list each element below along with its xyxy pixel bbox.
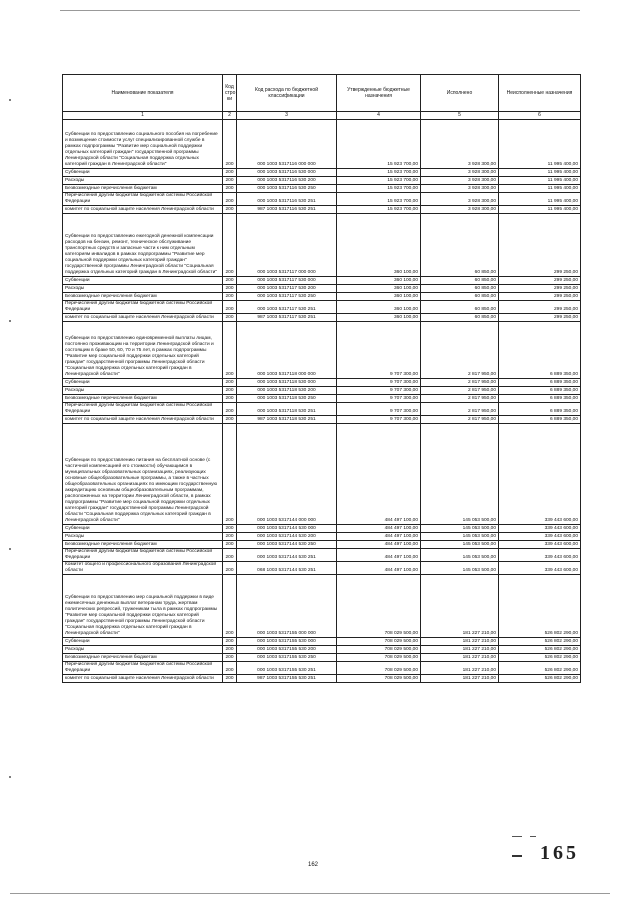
cell-line-code: 200 [223, 177, 237, 185]
cell-approved: 360 100,00 [337, 292, 421, 300]
cell-approved: 484 497 100,00 [337, 548, 421, 561]
cell-approved: 360 100,00 [337, 313, 421, 321]
cell-executed: 2 817 950,00 [421, 415, 499, 423]
cell-line-code: 200 [223, 674, 237, 682]
table-row [63, 169, 581, 177]
table-row [63, 292, 581, 300]
cell-name: Расходы [63, 532, 223, 540]
margin-mark [9, 99, 11, 101]
cell-unexecuted: 299 250,00 [499, 313, 581, 321]
cell-name: Субвенции по предоставлению мер социальной поддержки в виде ежемесячных денежных выплат ветеранам труда, жертвам политических репрессий, труженикам тыла в рамках подпрограммы "Развитие мер социальной поддержки отдельных категорий граждан" государственной программы Ленинградской области "Социальная поддержка отдельных категорий граждан в Ленинградской области" [63, 574, 223, 637]
table-row [63, 653, 581, 661]
cell-line-code: 200 [223, 386, 237, 394]
cell-executed: 2 817 950,00 [421, 386, 499, 394]
table-row [63, 561, 581, 574]
cell-executed: 181 227 210,00 [421, 661, 499, 674]
bottom-rule [10, 893, 610, 894]
header-line-code: Код стро ки [223, 75, 237, 112]
cell-unexecuted: 339 443 600,00 [499, 524, 581, 532]
cell-budget-code: 987 1003 5317117 530 251 [237, 313, 337, 321]
table-row [63, 574, 581, 637]
cell-budget-code: 987 1003 5317155 530 251 [237, 674, 337, 682]
header-name: Наименование показателя [63, 75, 223, 112]
cell-budget-code: 000 1003 5317116 000 000 [237, 120, 337, 169]
margin-mark [9, 548, 11, 550]
cell-budget-code: 000 1003 5317117 530 251 [237, 300, 337, 313]
table-row [63, 378, 581, 386]
cell-approved: 15 923 700,00 [337, 205, 421, 213]
cell-name: Субвенции [63, 637, 223, 645]
cell-approved: 15 923 700,00 [337, 120, 421, 169]
cell-approved: 484 497 100,00 [337, 540, 421, 548]
cell-executed: 60 850,00 [421, 213, 499, 276]
table-row [63, 177, 581, 185]
cell-approved: 15 923 700,00 [337, 193, 421, 206]
table-row [63, 193, 581, 206]
cell-approved: 9 707 300,00 [337, 321, 421, 378]
stamp-stroke [512, 855, 522, 857]
table-row [63, 205, 581, 213]
cell-approved: 360 100,00 [337, 276, 421, 284]
cell-executed: 145 053 500,00 [421, 561, 499, 574]
cell-name: Безвозмездные перечисления бюджетам [63, 540, 223, 548]
cell-line-code: 200 [223, 548, 237, 561]
cell-budget-code: 000 1003 5317116 530 250 [237, 185, 337, 193]
cell-approved: 360 100,00 [337, 284, 421, 292]
table-row [63, 674, 581, 682]
cell-line-code: 200 [223, 415, 237, 423]
cell-line-code: 200 [223, 313, 237, 321]
cell-unexecuted: 339 443 600,00 [499, 561, 581, 574]
cell-name: Перечисления другим бюджетам бюджетной системы Российской Федерации [63, 300, 223, 313]
cell-executed: 145 053 500,00 [421, 524, 499, 532]
header-unexecuted: Неисполненные назначения [499, 75, 581, 112]
table-row [63, 415, 581, 423]
cell-name: Расходы [63, 284, 223, 292]
cell-line-code: 200 [223, 169, 237, 177]
cell-budget-code: 000 1003 5317155 530 000 [237, 637, 337, 645]
cell-unexecuted: 11 995 400,00 [499, 205, 581, 213]
cell-budget-code: 000 1003 5317118 000 000 [237, 321, 337, 378]
cell-line-code: 200 [223, 321, 237, 378]
header-budget-code: Код расхода по бюджетной классификации [237, 75, 337, 112]
cell-unexecuted: 526 802 290,00 [499, 637, 581, 645]
cell-line-code: 200 [223, 637, 237, 645]
cell-executed: 2 817 950,00 [421, 394, 499, 402]
cell-approved: 9 707 300,00 [337, 378, 421, 386]
cell-approved: 708 029 500,00 [337, 637, 421, 645]
table-row [63, 321, 581, 378]
cell-name: Субвенции [63, 378, 223, 386]
cell-approved: 15 923 700,00 [337, 169, 421, 177]
cell-line-code: 200 [223, 653, 237, 661]
cell-budget-code: 000 1003 5317118 530 200 [237, 386, 337, 394]
cell-line-code: 200 [223, 645, 237, 653]
cell-name: Расходы [63, 645, 223, 653]
cell-executed: 3 928 300,00 [421, 177, 499, 185]
cell-line-code: 200 [223, 532, 237, 540]
cell-executed: 3 928 300,00 [421, 205, 499, 213]
cell-name: Субвенции по предоставлению социального пособия на погребение и возмещение стоимости услуг специализированной службе в рамках подпрограммы "Развитие мер социальной поддержки отдельных категорий граждан" государственной программы Ленинградской области "Социальная поддержка отдельных категорий граждан в Ленинградской области" [63, 120, 223, 169]
table-row [63, 120, 581, 169]
budget-execution-table [62, 74, 581, 683]
cell-budget-code: 000 1003 5317116 530 200 [237, 177, 337, 185]
table-row [63, 532, 581, 540]
cell-line-code: 200 [223, 540, 237, 548]
cell-unexecuted: 299 250,00 [499, 284, 581, 292]
cell-budget-code: 000 1003 5317144 000 000 [237, 423, 337, 524]
cell-unexecuted: 339 443 600,00 [499, 423, 581, 524]
cell-budget-code: 000 1003 5317144 530 000 [237, 524, 337, 532]
table-row [63, 276, 581, 284]
cell-executed: 181 227 210,00 [421, 574, 499, 637]
cell-name: Субвенции по предоставлению питания на бесплатной основе (с частичной компенсацией его стоимости) обучающимся в муниципальных образовательных организациях, реализующих основные общеобразовательные программы, а также в частных общеобразовательных организациях по имеющим государственную аккредитацию основным общеобразовательным программам, расположенных на территории Ленинградской области, в рамках подпрограммы "Развитие мер социальной поддержки отдельных категорий граждан" государственной программы Ленинградской области "Социальная поддержка отдельных категорий граждан в Ленинградской области" [63, 423, 223, 524]
cell-line-code: 200 [223, 402, 237, 415]
cell-budget-code: 000 1003 5317155 530 250 [237, 653, 337, 661]
table-row [63, 213, 581, 276]
cell-name: Перечисления другим бюджетам бюджетной системы Российской Федерации [63, 193, 223, 206]
cell-budget-code: 000 1003 5317118 530 251 [237, 402, 337, 415]
cell-name: Субвенции по предоставлению ежегодной денежной компенсации расходов на бензин, ремонт, техническое обслуживание транспортных средств и запасные части к ним отдельным категориям инвалидов в рамках подпрограммы "Развитие мер социальной поддержки отдельных категорий граждан" государственной программы Ленинградской области "Социальная поддержка отдельных категорий граждан в Ленинградской области" [63, 213, 223, 276]
column-number-row [63, 112, 581, 120]
table-row [63, 548, 581, 561]
cell-executed: 3 928 300,00 [421, 185, 499, 193]
cell-name: Безвозмездные перечисления бюджетам [63, 292, 223, 300]
cell-unexecuted: 299 250,00 [499, 292, 581, 300]
cell-name: Перечисления другим бюджетам бюджетной системы Российской Федерации [63, 402, 223, 415]
cell-executed: 181 227 210,00 [421, 637, 499, 645]
cell-executed: 181 227 210,00 [421, 653, 499, 661]
cell-line-code: 200 [223, 185, 237, 193]
cell-line-code: 200 [223, 193, 237, 206]
cell-line-code: 200 [223, 561, 237, 574]
page-number: 162 [308, 862, 319, 868]
cell-budget-code: 000 1003 5317116 530 000 [237, 169, 337, 177]
cell-line-code: 200 [223, 524, 237, 532]
cell-line-code: 200 [223, 661, 237, 674]
cell-approved: 708 029 500,00 [337, 645, 421, 653]
cell-unexecuted: 11 995 400,00 [499, 169, 581, 177]
cell-budget-code: 000 1003 5317155 530 200 [237, 645, 337, 653]
cell-unexecuted: 526 802 290,00 [499, 645, 581, 653]
top-rule [60, 10, 580, 11]
table-row [63, 645, 581, 653]
cell-unexecuted: 339 443 600,00 [499, 540, 581, 548]
cell-executed: 181 227 210,00 [421, 674, 499, 682]
cell-executed: 145 053 500,00 [421, 423, 499, 524]
cell-approved: 708 029 500,00 [337, 653, 421, 661]
cell-budget-code: 000 1003 5317117 530 200 [237, 284, 337, 292]
cell-budget-code: 000 1003 5317116 530 251 [237, 193, 337, 206]
cell-unexecuted: 6 889 350,00 [499, 415, 581, 423]
cell-name: Расходы [63, 177, 223, 185]
cell-budget-code: 000 1003 5317117 530 250 [237, 292, 337, 300]
table-header-row [63, 75, 581, 112]
table-row [63, 300, 581, 313]
cell-line-code: 200 [223, 292, 237, 300]
cell-executed: 60 850,00 [421, 292, 499, 300]
cell-budget-code: 000 1003 5317144 530 251 [237, 548, 337, 561]
cell-approved: 15 923 700,00 [337, 185, 421, 193]
cell-name: Субвенции [63, 276, 223, 284]
cell-executed: 3 928 300,00 [421, 169, 499, 177]
margin-mark [9, 320, 11, 322]
cell-approved: 484 497 100,00 [337, 524, 421, 532]
cell-budget-code: 000 1003 5317144 530 200 [237, 532, 337, 540]
cell-executed: 2 817 950,00 [421, 378, 499, 386]
cell-line-code: 200 [223, 213, 237, 276]
cell-name: Безвозмездные перечисления бюджетам [63, 185, 223, 193]
cell-name: комитет по социальной защите населения Ленинградской области [63, 415, 223, 423]
table-row [63, 661, 581, 674]
cell-line-code: 200 [223, 423, 237, 524]
cell-approved: 15 923 700,00 [337, 177, 421, 185]
cell-executed: 60 850,00 [421, 284, 499, 292]
cell-approved: 9 707 300,00 [337, 386, 421, 394]
cell-line-code: 200 [223, 574, 237, 637]
cell-name: Безвозмездные перечисления бюджетам [63, 653, 223, 661]
cell-unexecuted: 6 889 350,00 [499, 321, 581, 378]
cell-unexecuted: 339 443 600,00 [499, 532, 581, 540]
header-approved: Утвержденные бюджетные назначения [337, 75, 421, 112]
cell-budget-code: 000 1003 5317118 530 250 [237, 394, 337, 402]
cell-executed: 145 053 500,00 [421, 540, 499, 548]
cell-name: Субвенции по предоставлению единовременной выплаты лицам, постоянно проживающим на территории Ленинградской области и состоящим в браке 50, 60, 70 и 75 лет, в рамках подпрограммы "Развитие мер социальной поддержки отдельных категорий граждан" государственной программы Ленинградской области "Социальная поддержка отдельных категорий граждан в Ленинградской области" [63, 321, 223, 378]
cell-unexecuted: 6 889 350,00 [499, 378, 581, 386]
cell-approved: 708 029 500,00 [337, 574, 421, 637]
cell-unexecuted: 6 889 350,00 [499, 402, 581, 415]
cell-unexecuted: 526 802 290,00 [499, 661, 581, 674]
column-number: 3 [237, 112, 337, 120]
cell-unexecuted: 11 995 400,00 [499, 120, 581, 169]
cell-executed: 181 227 210,00 [421, 645, 499, 653]
cell-name: Расходы [63, 386, 223, 394]
cell-approved: 9 707 300,00 [337, 415, 421, 423]
cell-unexecuted: 339 443 600,00 [499, 548, 581, 561]
table-row [63, 637, 581, 645]
margin-mark [9, 776, 11, 778]
cell-executed: 3 928 300,00 [421, 120, 499, 169]
cell-executed: 145 053 500,00 [421, 548, 499, 561]
table-row [63, 423, 581, 524]
cell-approved: 484 497 100,00 [337, 423, 421, 524]
cell-executed: 2 817 950,00 [421, 402, 499, 415]
cell-unexecuted: 526 802 290,00 [499, 674, 581, 682]
cell-approved: 9 707 300,00 [337, 402, 421, 415]
cell-approved: 9 707 300,00 [337, 394, 421, 402]
table-row [63, 386, 581, 394]
cell-approved: 484 497 100,00 [337, 532, 421, 540]
cell-budget-code: 000 1003 5317155 530 251 [237, 661, 337, 674]
cell-name: Перечисления другим бюджетам бюджетной системы Российской Федерации [63, 661, 223, 674]
stamp-stroke [512, 836, 522, 837]
cell-budget-code: 000 1003 5317144 530 250 [237, 540, 337, 548]
table-row [63, 394, 581, 402]
cell-executed: 60 850,00 [421, 313, 499, 321]
cell-unexecuted: 299 250,00 [499, 213, 581, 276]
cell-unexecuted: 526 802 290,00 [499, 574, 581, 637]
cell-line-code: 200 [223, 205, 237, 213]
cell-budget-code: 000 1003 5317117 000 000 [237, 213, 337, 276]
cell-unexecuted: 6 889 350,00 [499, 386, 581, 394]
cell-unexecuted: 6 889 350,00 [499, 394, 581, 402]
cell-line-code: 200 [223, 300, 237, 313]
column-number: 2 [223, 112, 237, 120]
cell-budget-code: 068 1003 5317144 530 251 [237, 561, 337, 574]
cell-budget-code: 000 1003 5317118 530 000 [237, 378, 337, 386]
cell-approved: 360 100,00 [337, 300, 421, 313]
cell-name: Субвенции [63, 524, 223, 532]
column-number: 6 [499, 112, 581, 120]
table-body [63, 120, 581, 683]
cell-approved: 484 497 100,00 [337, 561, 421, 574]
stamp-stroke [530, 836, 536, 837]
table-row [63, 524, 581, 532]
table-row [63, 313, 581, 321]
cell-line-code: 200 [223, 378, 237, 386]
cell-unexecuted: 299 250,00 [499, 300, 581, 313]
cell-approved: 360 100,00 [337, 213, 421, 276]
cell-budget-code: 000 1003 5317117 530 000 [237, 276, 337, 284]
table-row [63, 540, 581, 548]
cell-budget-code: 000 1003 5317155 000 000 [237, 574, 337, 637]
cell-executed: 2 817 950,00 [421, 321, 499, 378]
sheet-stamp-number: 165 [540, 842, 579, 864]
column-number: 4 [337, 112, 421, 120]
cell-name: комитет по социальной защите населения Ленинградской области [63, 313, 223, 321]
table-row [63, 185, 581, 193]
cell-unexecuted: 11 995 400,00 [499, 177, 581, 185]
cell-executed: 60 850,00 [421, 300, 499, 313]
cell-executed: 60 850,00 [421, 276, 499, 284]
cell-unexecuted: 299 250,00 [499, 276, 581, 284]
cell-line-code: 200 [223, 120, 237, 169]
cell-name: Субвенции [63, 169, 223, 177]
cell-line-code: 200 [223, 276, 237, 284]
cell-unexecuted: 11 995 400,00 [499, 185, 581, 193]
cell-executed: 145 053 500,00 [421, 532, 499, 540]
column-number: 5 [421, 112, 499, 120]
cell-line-code: 200 [223, 394, 237, 402]
cell-name: комитет по социальной защите населения Ленинградской области [63, 205, 223, 213]
column-number: 1 [63, 112, 223, 120]
cell-unexecuted: 11 995 400,00 [499, 193, 581, 206]
cell-budget-code: 987 1003 5317116 530 251 [237, 205, 337, 213]
cell-name: Перечисления другим бюджетам бюджетной системы Российской Федерации [63, 548, 223, 561]
table-row [63, 402, 581, 415]
cell-name: Комитет общего и профессионального образования Ленинградской области [63, 561, 223, 574]
cell-approved: 708 029 500,00 [337, 674, 421, 682]
cell-name: комитет по социальной защите населения Ленинградской области [63, 674, 223, 682]
cell-line-code: 200 [223, 284, 237, 292]
cell-unexecuted: 526 802 290,00 [499, 653, 581, 661]
cell-executed: 3 928 300,00 [421, 193, 499, 206]
cell-budget-code: 987 1003 5317118 530 251 [237, 415, 337, 423]
table-row [63, 284, 581, 292]
cell-name: Безвозмездные перечисления бюджетам [63, 394, 223, 402]
cell-approved: 708 029 500,00 [337, 661, 421, 674]
header-executed: Исполнено [421, 75, 499, 112]
